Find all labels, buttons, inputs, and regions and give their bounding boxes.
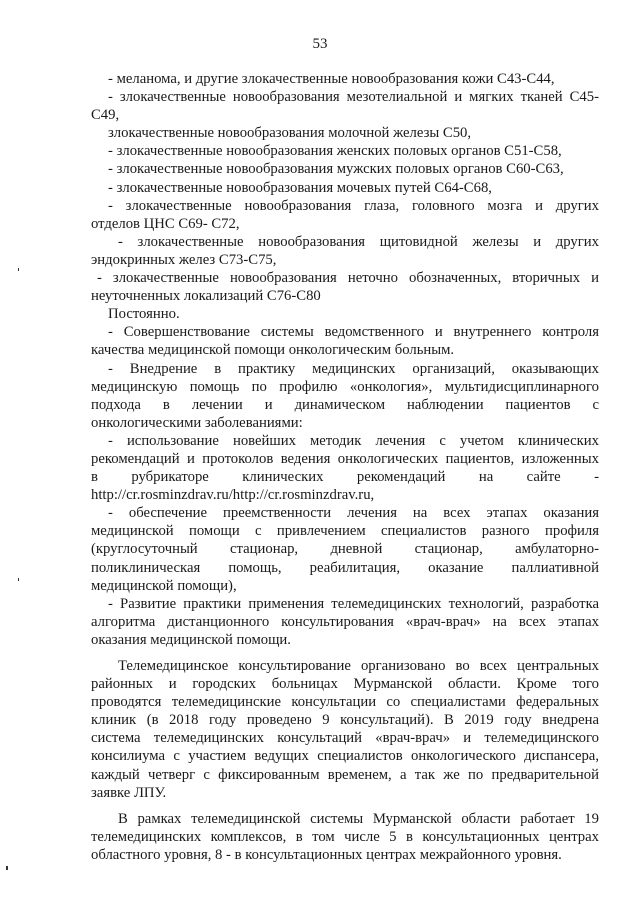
text-line: медицинскую помощь по профилю «онкология», мультидисциплинарного	[91, 378, 599, 395]
text-line: - использование новейших методик лечения с учетом клинических	[108, 432, 599, 449]
text-line: http://cr.rosminzdrav.ru/http://cr.rosminzdrav.ru,	[91, 487, 375, 504]
text-line: медицинской помощи с привлечением специалистов разного профиля	[91, 523, 599, 540]
text-line: заявке ЛПУ.	[91, 784, 167, 801]
text-line: - злокачественные новообразования мужских половых органов С60-С63,	[108, 161, 564, 178]
text-line: Постоянно.	[108, 306, 180, 323]
text-line: районных и городских больницах Мурманской области. Кроме того	[91, 676, 599, 693]
text-line: телемедицинских комплексов, в том числе 5 в консультационных центрах	[91, 828, 599, 845]
scan-mark	[18, 578, 19, 581]
text-line: - злокачественные новообразования глаза, головного мозга и других	[108, 197, 599, 214]
text-line: областного уровня, 8 - в консультационных центрах межрайонного уровня.	[91, 846, 562, 863]
text-line: эндокринных желез С73-С75,	[91, 251, 277, 268]
text-line: - злокачественные новообразования неточно обозначенных, вторичных и	[97, 270, 599, 287]
text-line: - злокачественные новообразования щитовидной железы и других	[118, 233, 599, 250]
text-line: злокачественные новообразования молочной железы С50,	[108, 125, 472, 142]
text-line: - злокачественные новообразования мезотелиальной и мягких тканей С45-	[108, 89, 599, 106]
text-line: - злокачественные новообразования женских половых органов С51-С58,	[108, 143, 562, 160]
text-line: медицинской помощи),	[91, 577, 237, 594]
text-line: - обеспечение преемственности лечения на всех этапах оказания	[108, 505, 599, 522]
document-body	[91, 70, 599, 864]
text-line: (круглосуточный стационар, дневной стационар, амбулаторно-	[91, 541, 599, 558]
text-line: - Развитие практики применения телемедицинских технологий, разработка	[108, 595, 599, 612]
page-number: 53	[312, 36, 328, 52]
text-line: Телемедицинское консультирование организовано во всех центральных	[118, 658, 599, 674]
text-line: в рубрикаторе клинических рекомендаций на сайте -	[91, 469, 599, 486]
text-line: неуточненных локализаций С76-С80	[91, 288, 321, 305]
text-line: - меланома, и другие злокачественные новообразования кожи С43-С44,	[108, 71, 555, 87]
text-line: рекомендаций и протоколов ведения онкологических пациентов, изложенных	[91, 450, 599, 467]
scan-mark	[18, 268, 19, 271]
text-line: С49,	[91, 107, 120, 124]
text-line: отделов ЦНС С69- С72,	[91, 215, 240, 232]
text-line: оказания медицинской помощи.	[91, 631, 291, 648]
text-line: В рамках телемедицинской системы Мурманской области работает 19	[118, 810, 599, 827]
text-line: онкологическими заболеваниями:	[91, 414, 303, 431]
text-line: алгоритма дистанционного консультирования «врач-врач» на всех этапах	[91, 613, 599, 630]
text-line: каждый четверг с фиксированным временем, а так же по предварительной	[91, 766, 599, 783]
text-line: система телемедицинских консультаций «врач-врач» и телемедицинского	[91, 730, 599, 747]
text-line: клиник (в 2018 году проведено 9 консультаций). В 2019 году внедрена	[91, 712, 599, 729]
scan-mark	[6, 866, 8, 870]
text-line: проводятся телемедицинские консультации со специалистами федеральных	[91, 694, 599, 711]
text-line: поликлиническая помощь, реабилитация, оказание паллиативной	[91, 559, 599, 576]
text-line: - злокачественные новообразования мочевых путей С64-С68,	[108, 179, 492, 196]
text-line: - Внедрение в практику медицинских организаций, оказывающих	[108, 360, 599, 377]
text-line: - Совершенствование системы ведомственного и внутреннего контроля	[108, 324, 599, 341]
text-line: консилиума с участием ведущих специалистов онкологического диспансера,	[91, 748, 599, 765]
text-line: подхода в лечении и динамическом наблюдении пациентов с	[91, 396, 599, 413]
text-line: качества медицинской помощи онкологическим больным.	[91, 342, 455, 359]
